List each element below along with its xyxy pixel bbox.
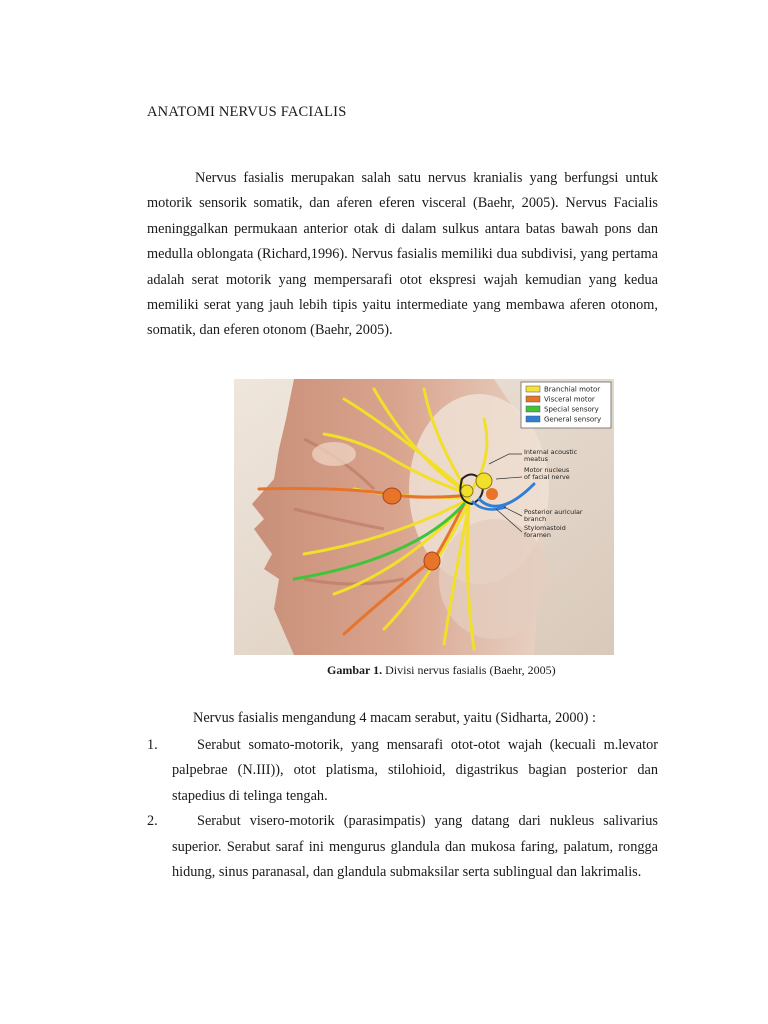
- label-posterior-auricular-2: branch: [524, 515, 547, 523]
- label-motor-nucleus-2: of facial nerve: [524, 473, 570, 481]
- label-stylomastoid-2: foramen: [524, 531, 551, 539]
- intro-paragraph: Nervus fasialis merupakan salah satu nervus kranialis yang berfungsi untuk motorik sensorik somatik, dan aferen eferen visceral (Baehr, 2005). Nervus Facialis meninggalkan permukaan anterior otak di dalam sulkus antara batas bawah pons dan medulla oblongata (Richard,1996). Nervus fasialis memiliki dua subdivisi, yang pertama adalah serat motorik yang mempersarafi otot ekspresi wajah kemudian yang kedua memiliki serat yang jauh lebih tipis yaitu intermediate yang membawa aferen otonom, somatik, dan eferen otonom (Baehr, 2005).: [147, 170, 658, 339]
- label-motor-nucleus-1: Motor nucleus: [524, 466, 570, 474]
- list-item-text: Serabut visero-motorik (parasimpatis) yang datang dari nukleus salivarius superior. Serabut saraf ini mengurus glandula dan mukosa faring, palatum, rongga hidung, sinus paranasal, dan glandula submaksilar serta sublingual dan lakrimalis.: [172, 813, 658, 881]
- legend-swatch: [526, 406, 540, 412]
- fiber-intro: Nervus fasialis mengandung 4 macam serabut, yaitu (Sidharta, 2000) :: [193, 710, 596, 726]
- list-item-number: 1.: [147, 737, 158, 753]
- legend-general-sensory: General sensory: [544, 415, 602, 424]
- list-item-text: Serabut somato-motorik, yang mensarafi otot-otot wajah (kecuali m.levator palpebrae (N.III)), otot platisma, stilohioid, digastrikus bagian posterior dan stapedius di telinga tengah.: [172, 737, 658, 804]
- legend-swatch: [526, 416, 540, 422]
- legend-visceral-motor: Visceral motor: [544, 395, 595, 404]
- label-internal-acoustic-2: meatus: [524, 455, 548, 463]
- label-stylomastoid-1: Stylomastoid: [524, 524, 566, 532]
- figure-legend: [521, 382, 611, 428]
- facial-nerve-figure: [234, 379, 614, 655]
- caption-text: Divisi nervus fasialis (Baehr, 2005): [382, 663, 556, 677]
- legend-branchial-motor: Branchial motor: [544, 385, 601, 394]
- legend-swatch: [526, 386, 540, 392]
- caption-label: Gambar 1.: [327, 663, 383, 677]
- fiber-list: [147, 733, 658, 885]
- list-item: [147, 809, 658, 885]
- list-item-number: 2.: [147, 813, 158, 830]
- label-internal-acoustic-1: Internal acoustic: [524, 448, 578, 456]
- legend-swatch: [526, 396, 540, 402]
- document-title: ANATOMI NERVUS FACIALIS: [147, 104, 347, 120]
- figure-caption: [327, 663, 556, 678]
- label-posterior-auricular-1: Posterior auricular: [524, 508, 583, 516]
- list-item: [147, 733, 658, 809]
- legend-special-sensory: Special sensory: [544, 405, 599, 414]
